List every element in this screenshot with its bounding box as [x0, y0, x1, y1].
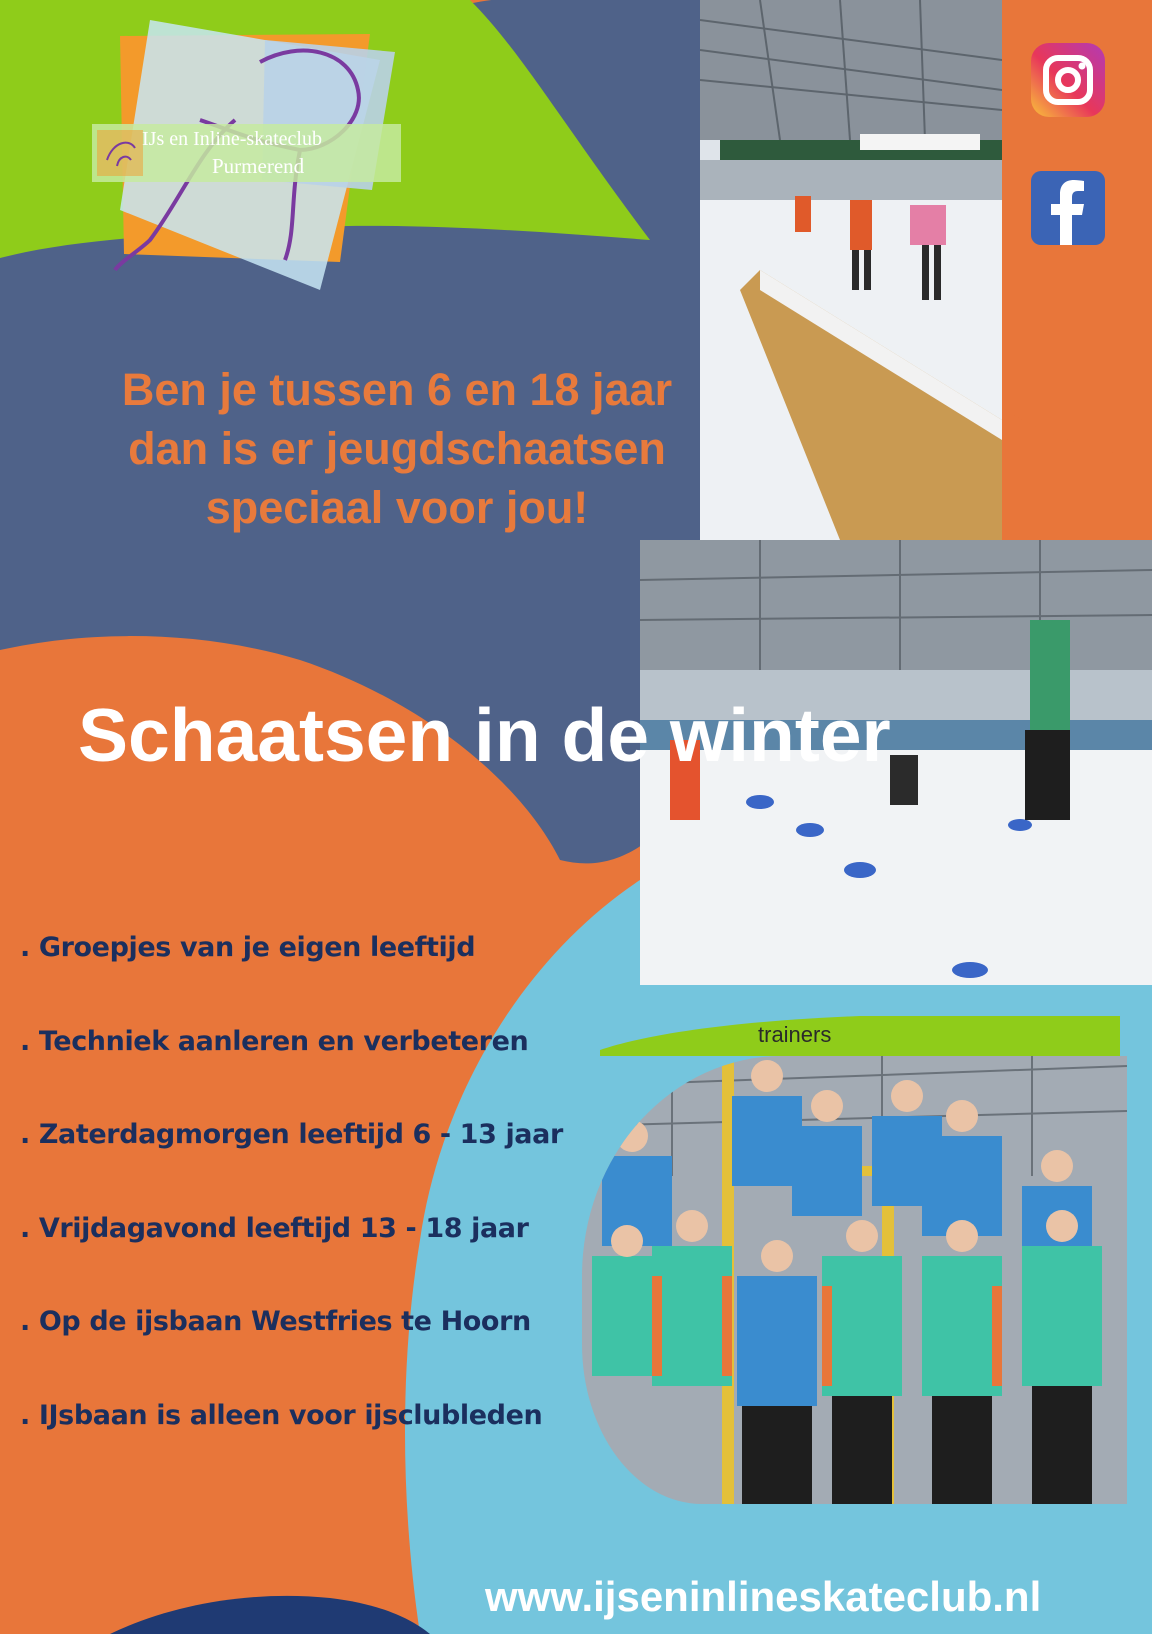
- intro-line-3: speciaal voor jou!: [205, 482, 589, 533]
- bullet-list: [20, 932, 563, 1493]
- logo-club-name: IJs en Inline-skateclub: [142, 128, 322, 150]
- bullet-item: . IJsbaan is alleen voor ijsclubleden: [20, 1399, 543, 1431]
- intro-line-1: Ben je tussen 6 en 18 jaar: [121, 364, 673, 415]
- intro-text: [52, 360, 742, 537]
- bullet-item: . Zaterdagmorgen leeftijd 6 - 13 jaar: [20, 1119, 563, 1150]
- photo-trainers-group: [582, 1056, 1127, 1504]
- facebook-icon[interactable]: [1031, 171, 1105, 245]
- photo-kids-skating-rink: [700, 0, 1002, 540]
- logo-city: Purmerend: [212, 154, 305, 178]
- website-url[interactable]: www.ijseninlineskateclub.nl: [485, 1573, 1042, 1620]
- bullet-item: . Groepjes van je eigen leeftijd: [20, 932, 476, 963]
- logo-mini-skater-icon: [97, 130, 143, 176]
- intro-line-2: dan is er jeugdschaatsen: [128, 423, 666, 474]
- headline: Schaatsen in de winter: [78, 693, 891, 777]
- instagram-icon[interactable]: [1031, 43, 1105, 117]
- bullet-item: . Vrijdagavond leeftijd 13 - 18 jaar: [20, 1212, 529, 1244]
- bullet-item: . Techniek aanleren en verbeteren: [20, 1025, 529, 1057]
- trainers-label: trainers: [758, 1022, 832, 1047]
- bullet-item: . Op de ijsbaan Westfries te Hoorn: [20, 1306, 531, 1337]
